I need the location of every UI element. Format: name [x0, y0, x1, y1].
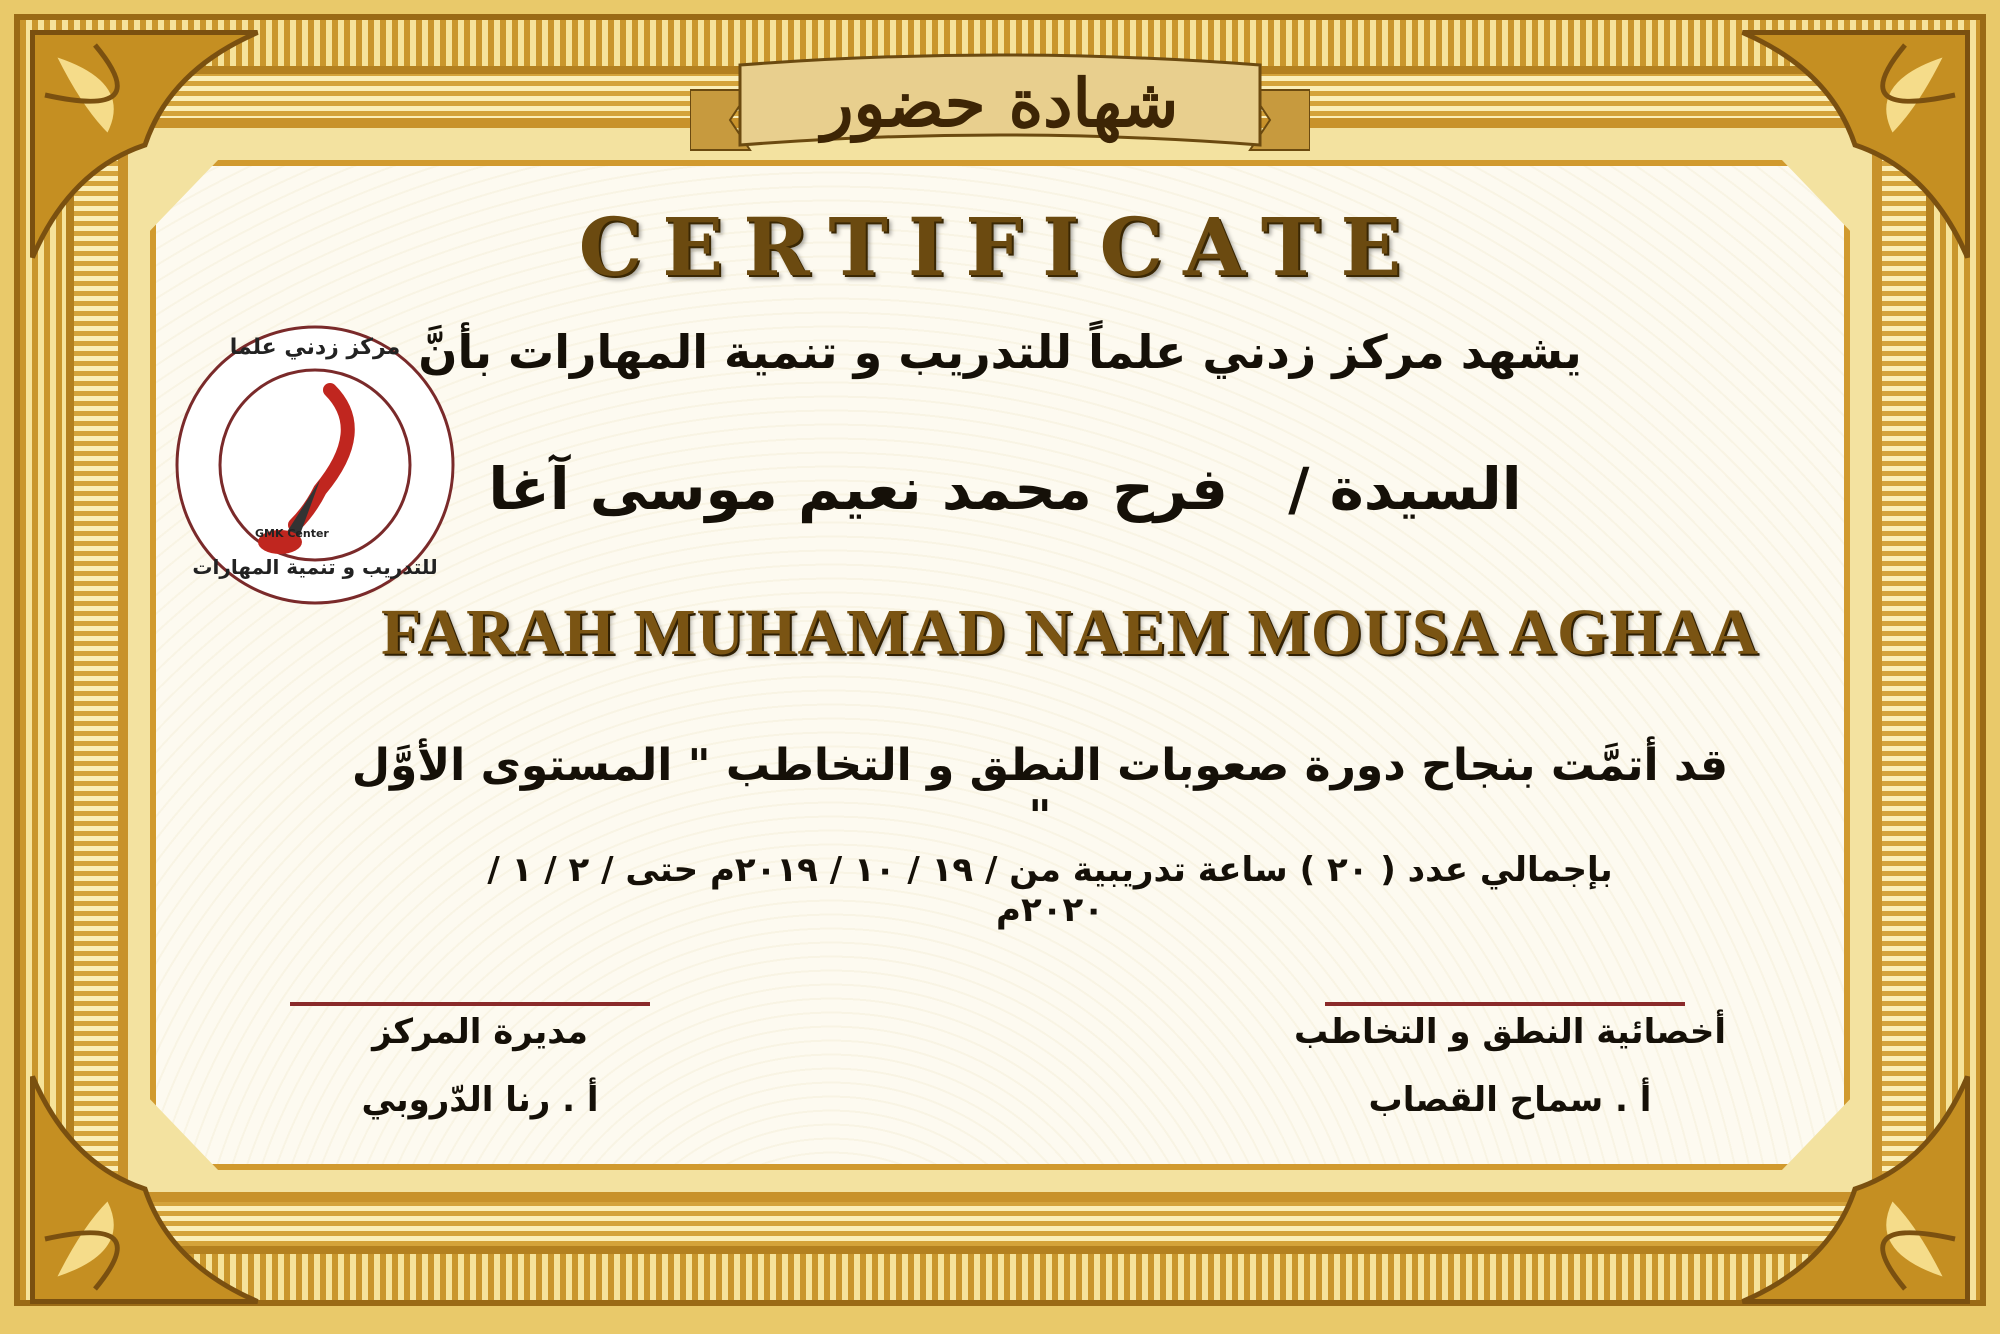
signer-right-name: أ . سماح القصاب	[1368, 1080, 1652, 1120]
signer-right-role: أخصائية النطق و التخاطب	[1294, 1012, 1726, 1052]
recipient-title: السيدة /	[1288, 455, 1522, 523]
ribbon-title: شهادة حضور	[821, 64, 1179, 142]
certificate-heading: CERTIFICATE	[578, 200, 1422, 294]
logo-top-text: مركز زدني علما	[229, 335, 401, 360]
signature-line-left	[290, 1002, 650, 1006]
signature-line-right	[1325, 1002, 1685, 1006]
intro-statement: يشهد مركز زدني علماً للتدريب و تنمية المهارات بأنَّ	[418, 325, 1582, 379]
recipient-name-arabic: فرح محمد نعيم موسى آغا	[488, 455, 1228, 523]
recipient-name-english: FARAH MUHAMAD NAEM MOUSA AGHAA	[380, 596, 1759, 669]
recipient-arabic-line	[440, 455, 1570, 523]
signer-left-role: مديرة المركز	[372, 1012, 588, 1052]
logo-badge: GMK Center	[255, 527, 329, 540]
hours-statement: بإجمالي عدد ( ٢٠ ) ساعة تدريبية من / ١٩ / ١٠ / ٢٠١٩م حتى / ٢ / ١ / ٢٠٢٠م	[487, 850, 1613, 930]
course-statement: قد أتمَّت بنجاح دورة صعوبات النطق و التخاطب " المستوى الأوَّل "	[351, 740, 1729, 842]
logo-bottom-text: للتدريب و تنمية المهارات	[192, 555, 438, 579]
signer-left-name: أ . رنا الدّروبي	[361, 1080, 599, 1120]
